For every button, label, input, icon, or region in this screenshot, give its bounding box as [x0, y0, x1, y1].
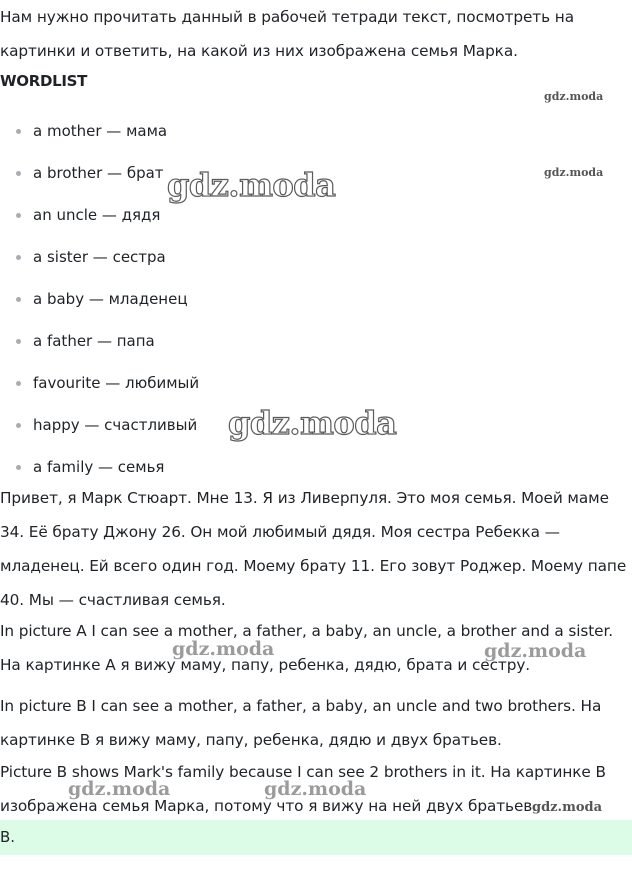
bullet-icon — [16, 129, 21, 134]
picture-b-text: In picture B I can see a mother, a father, a baby, an uncle and two brothers. На картинке В я вижу маму, папу, ребенка, дядю и двух братьев. — [0, 697, 602, 749]
list-item-text: a brother — брат — [33, 164, 164, 182]
watermark-logo: gdz.moda — [228, 404, 397, 442]
answer-text: B. — [0, 828, 16, 846]
conclusion-text: Picture B shows Mark's family because I can see 2 brothers in it. На картинке В изображена семья Марка, потому что я вижу на ней двух братьев. — [0, 763, 606, 815]
watermark-logo: gdz.moda — [68, 778, 171, 800]
picture-a-text: In picture A I can see a mother, a father, a baby, an uncle, a brother and a sister. На картинке А я вижу маму, папу, ребенка, дядю, брата и сестру. — [0, 622, 614, 674]
list-item-text: a sister — сестра — [33, 248, 166, 266]
translation-text: Привет, я Марк Стюарт. Мне 13. Я из Ливерпуля. Это моя семья. Моей маме 34. Её брату Джону 26. Он мой любимый дядя. Моя сестра Ребекка — младенец. Ей всего один год. Моему брату 11. Его зовут Роджер. Моему папе 40. Мы — счастливая семья. — [0, 489, 627, 609]
list-item-text: a family — семья — [33, 458, 165, 476]
wordlist-heading: WORDLIST — [0, 72, 88, 90]
bullet-icon — [16, 339, 21, 344]
list-item-text: favourite — любимый — [33, 374, 200, 392]
watermark-logo: gdz.moda — [167, 166, 336, 204]
watermark-logo: gdz.moda — [264, 778, 367, 800]
list-item-text: a father — папа — [33, 332, 155, 350]
watermark-logo: gdz.moda — [544, 166, 604, 179]
bullet-icon — [16, 213, 21, 218]
bullet-icon — [16, 465, 21, 470]
list-item-text: an uncle — дядя — [33, 206, 161, 224]
bullet-icon — [16, 171, 21, 176]
watermark-logo: gdz.moda — [172, 638, 275, 660]
list-item-text: a baby — младенец — [33, 290, 188, 308]
list-item-text: happy — счастливый — [33, 416, 198, 434]
watermark-logo: gdz.moda — [544, 90, 604, 103]
intro-text: Нам нужно прочитать данный в рабочей тетради текст, посмотреть на картинки и ответить, на какой из них изображена семья Марка. — [0, 8, 574, 60]
bullet-icon — [16, 423, 21, 428]
bullet-icon — [16, 381, 21, 386]
bullet-icon — [16, 297, 21, 302]
list-item-text: a mother — мама — [33, 122, 168, 140]
watermark-logo: gdz.moda — [484, 640, 587, 662]
answer-box — [0, 820, 632, 855]
bullet-icon — [16, 255, 21, 260]
watermark-logo: gdz.moda — [532, 800, 603, 815]
